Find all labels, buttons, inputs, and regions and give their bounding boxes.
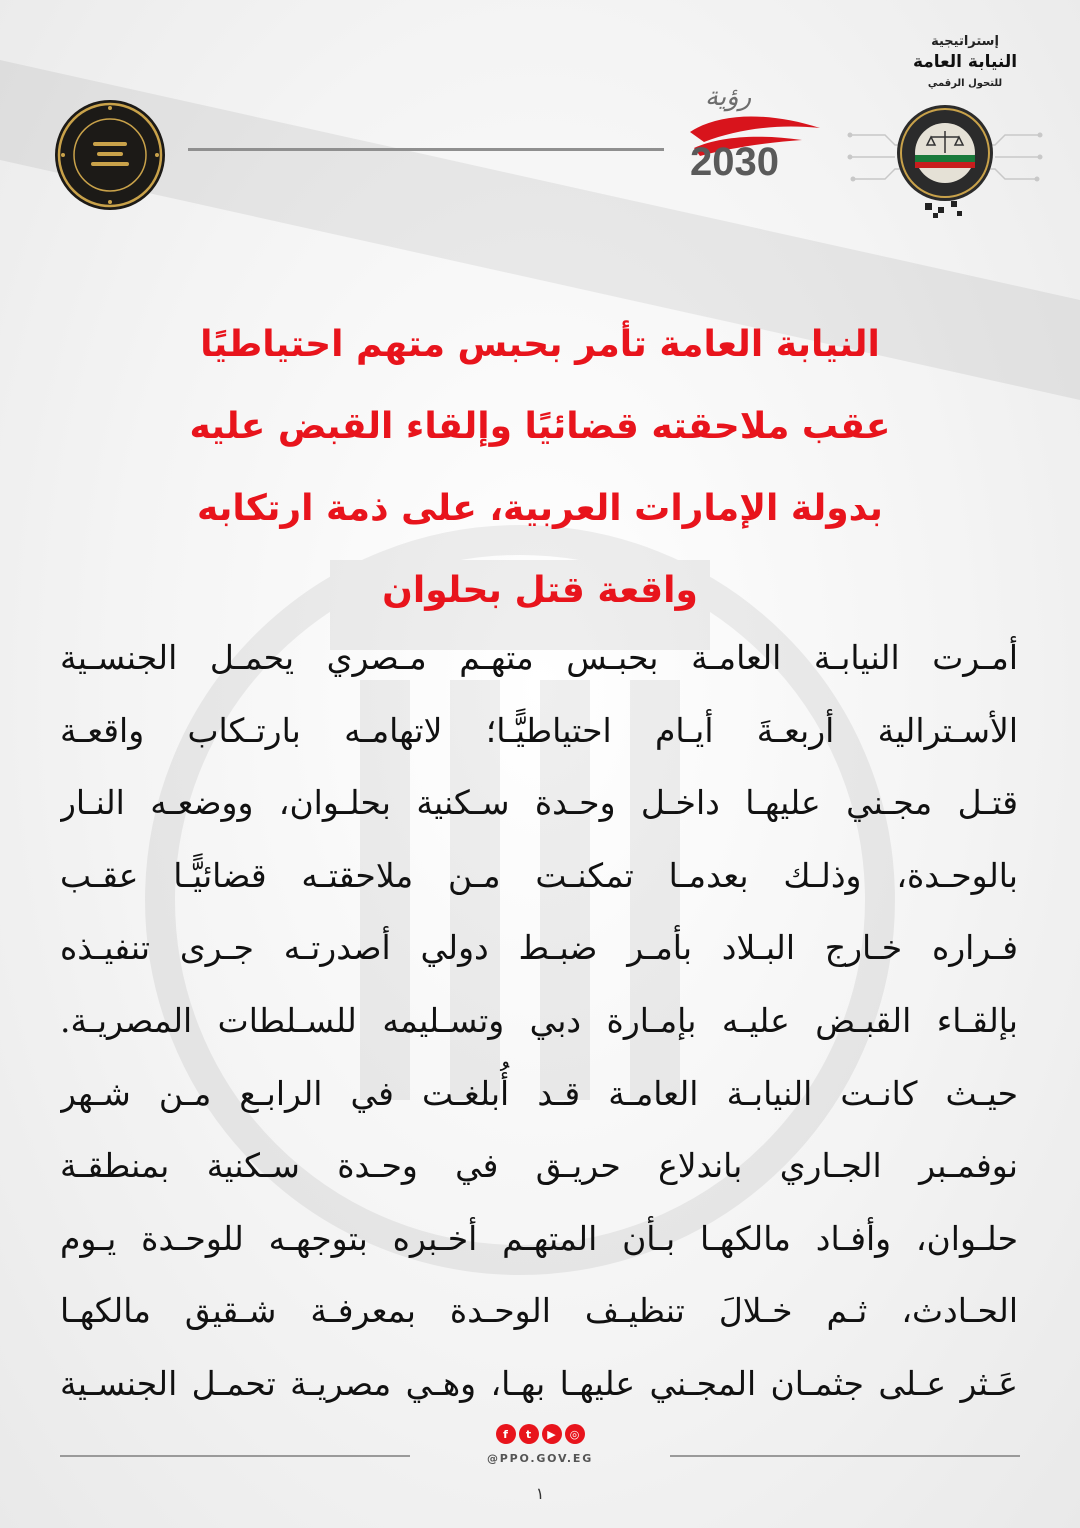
body-line: بإلقـاء القبـض عليـه بإمـارة دبي وتسـليمه للسـلطات المصريـة.: [60, 1000, 1018, 1040]
headline-line: واقعة قتل بحلوان: [382, 570, 698, 611]
social-links: [490, 1424, 590, 1446]
body-line: بالوحـدة، وذلـك بعدمـا تمكنـت مـن ملاحقتـه قضائيًّـا عقـب: [60, 855, 1018, 895]
body-line: الأسـترالية أربعـةَ أيـام احتياطيًّـا؛ لاتهامـه بارتـكاب واقعـة: [60, 710, 1018, 750]
body-line: حيـث كانـت النيابـة العامـة قـد أُبلغـت في الرابـع مـن شـهر: [60, 1073, 1018, 1113]
body-line: قتـل مجـني عليهـا داخـل وحـدة سـكنية بحلـوان، ووضعـه النـار: [60, 783, 1018, 823]
headline: [90, 304, 990, 632]
footer-divider-right: [670, 1455, 1020, 1457]
youtube-icon[interactable]: ▶: [542, 1424, 562, 1444]
ppo-seal-icon: [845, 95, 1045, 220]
body-line: نوفمـبر الجـاري باندلاع حريـق في وحـدة سـكنية بمنطقـة: [60, 1146, 1018, 1186]
body-paragraph: [60, 622, 1018, 1421]
body-line: عَـثر عـلى جثمـان المجـني عليهـا بهـا، وهـي مصريـة تحمـل الجنسـية: [60, 1363, 1018, 1403]
vision-word: رؤية: [705, 82, 752, 112]
website-link[interactable]: @PPO.GOV.EG: [486, 1452, 594, 1465]
ppo-strategy-line2: النيابة العامة: [912, 52, 1018, 72]
header-divider: [188, 148, 664, 151]
idarat-al-bayan-seal-icon: [53, 98, 167, 212]
body-line: الحـادث، ثـم خـلالَ تنظيـف الوحـدة بمعرفـة شـقيق مالكهـا: [60, 1291, 1018, 1331]
headline-line: بدولة الإمارات العربية، على ذمة ارتكابه: [197, 488, 883, 529]
headline-line: النيابة العامة تأمر بحبس متهم احتياطيًا: [200, 324, 880, 365]
facebook-icon[interactable]: f: [496, 1424, 516, 1444]
instagram-icon[interactable]: ◎: [565, 1424, 585, 1444]
twitter-icon[interactable]: t: [519, 1424, 539, 1444]
body-line: حلـوان، وأفـاد مالكهـا بـأن المتهـم أخـبره بتوجهـه للوحـدة يـوم: [60, 1218, 1018, 1258]
headline-line: عقب ملاحقته قضائيًا وإلقاء القبض عليه: [189, 406, 891, 447]
ppo-strategy-line3: للتحول الرقمي: [927, 78, 1003, 89]
vision-year: 2030: [690, 140, 779, 184]
body-line: أمـرت النيابـة العامـة بحبـس متهـم مـصري يحمـل الجنسـية: [60, 638, 1018, 677]
page-number: ١: [535, 1484, 545, 1503]
footer-divider-left: [60, 1455, 410, 1457]
ppo-strategy-line1: إستراتيجية: [931, 34, 999, 49]
body-line: فـراره خـارج البـلاد بأمـر ضبـط دولي أصدرتـه جـرى تنفيـذه: [60, 928, 1018, 968]
